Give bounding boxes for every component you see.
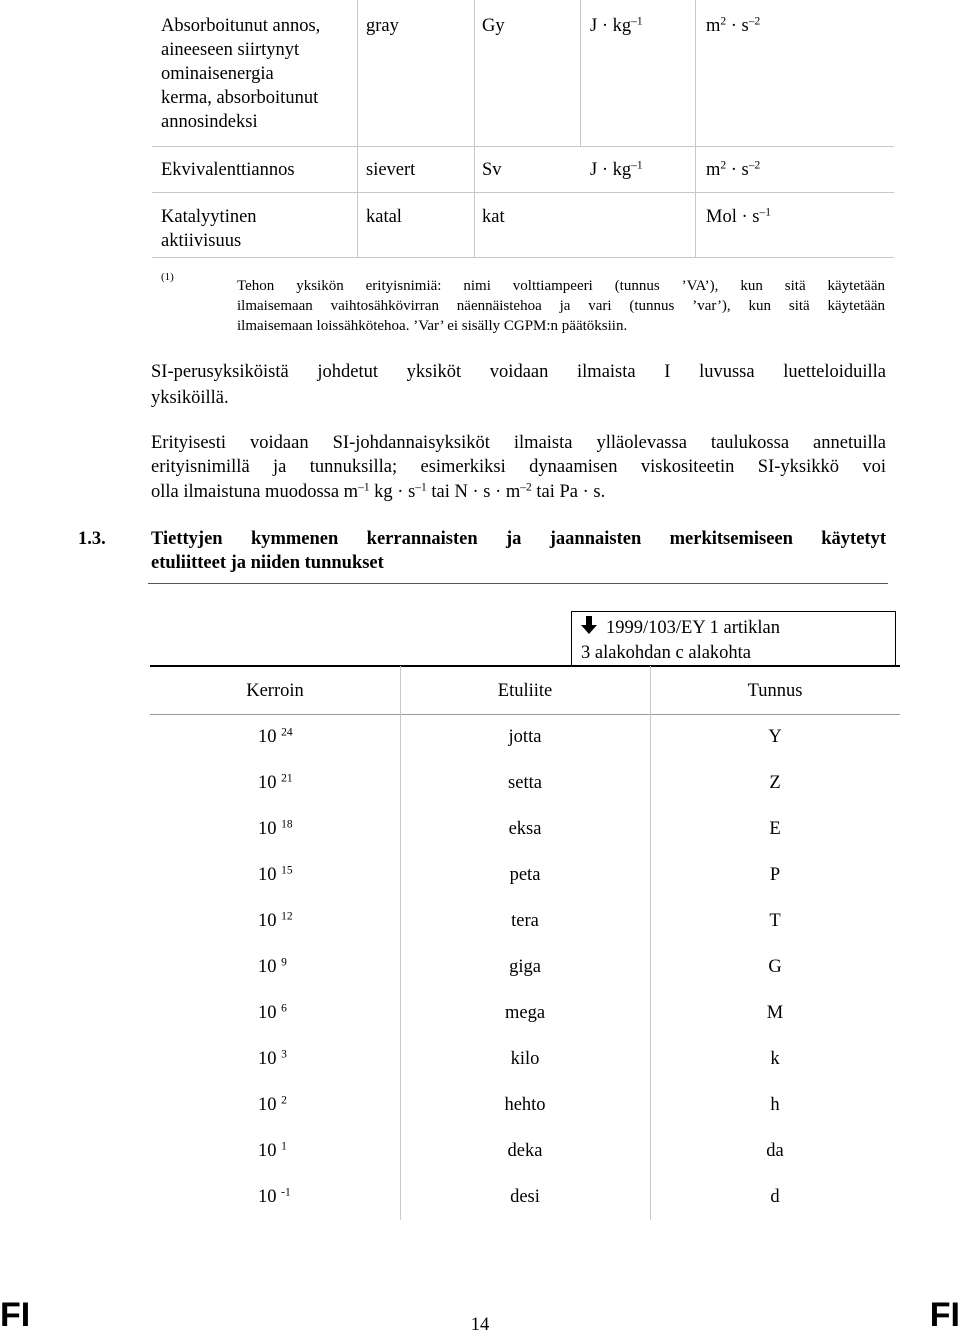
language-code-right: FI <box>929 1296 960 1334</box>
page-number: 14 <box>470 1315 490 1335</box>
quantity-line: kerma, absorboitunut <box>161 88 319 108</box>
column-divider <box>580 0 581 146</box>
amendment-reference-box <box>571 611 896 666</box>
unit-symbol: Sv <box>482 160 502 180</box>
prefix-cell: jotta <box>508 727 542 747</box>
column-divider <box>650 666 651 1220</box>
section-number: 1.3. <box>78 529 106 549</box>
column-divider <box>357 0 358 257</box>
factor-cell: 10 $^{24}$ <box>258 726 293 747</box>
unit-name: sievert <box>366 160 416 180</box>
header-symbol: Tunnus <box>747 681 803 701</box>
unit-symbol: kat <box>482 207 505 227</box>
factor-cell: 10 $^3$ <box>258 1048 287 1069</box>
symbol-cell: Y <box>768 727 782 747</box>
factor-cell: 10 $^2$ <box>258 1094 287 1115</box>
footnote-marker: (1) <box>161 271 174 283</box>
symbol-cell: G <box>768 957 782 977</box>
table-row <box>161 205 257 253</box>
row-divider <box>152 146 894 147</box>
symbol-cell: Z <box>769 773 781 793</box>
paragraph-line: Erityisesti voidaan SI-johdannaisyksiköt ilmaista ylläolevassa taulukossa annetuilla <box>151 433 886 453</box>
si-base-units: $m^2 \cdot s^{-2}$ <box>706 159 761 180</box>
language-code-left: FI <box>0 1296 31 1334</box>
symbol-cell: da <box>766 1141 784 1161</box>
quantity-line: aineeseen siirtynyt <box>161 40 300 60</box>
amendment-line: 1999/103/EY 1 artiklan <box>606 618 781 638</box>
row-divider <box>152 257 894 258</box>
arrow-down-icon <box>580 615 598 640</box>
divider <box>148 583 888 584</box>
factor-cell: 10 $^{12}$ <box>258 910 293 931</box>
row-divider <box>152 192 894 193</box>
column-divider <box>400 666 401 1220</box>
table-row <box>161 14 353 134</box>
factor-cell: 10 $^6$ <box>258 1002 287 1023</box>
column-divider <box>474 0 475 257</box>
prefix-cell: peta <box>509 865 541 885</box>
quantity-line: Katalyytinen <box>161 207 257 227</box>
quantity-line: annosindeksi <box>161 112 258 132</box>
unit-name: katal <box>366 207 402 227</box>
factor-cell: 10 $^1$ <box>258 1140 287 1161</box>
symbol-cell: T <box>769 911 781 931</box>
paragraph-line: SI-perusyksiköistä johdetut yksiköt voidaan ilmaista I luvussa luetteloiduilla <box>151 362 886 382</box>
derived-unit: $J \cdot kg^{-1}$ <box>590 159 643 180</box>
paragraph-line: yksiköillä. <box>151 388 229 408</box>
paragraph-line: erityisnimillä ja tunnuksilla; esimerkiksi dynaamisen viskositeetin SI-yksikkö voi <box>151 457 886 477</box>
si-base-units: $m^2 \cdot s^{-2}$ <box>706 15 761 36</box>
header-prefix: Etuliite <box>497 681 553 701</box>
factor-cell: 10 $^{21}$ <box>258 772 293 793</box>
quantity-line: ominaisenergia <box>161 64 274 84</box>
si-base-units: Mol · $s^{-1}$ <box>706 206 771 227</box>
quantity-line: Ekvivalenttiannos <box>161 160 295 180</box>
footnote-line: ilmaisemaan loissähkötehoa. ’Var’ ei sisälly CGPM:n päätöksiin. <box>237 318 628 334</box>
prefix-cell: tera <box>511 911 539 931</box>
section-title: etuliitteet ja niiden tunnukset <box>151 553 384 573</box>
unit-name: gray <box>366 16 399 36</box>
quantity-line: Absorboitunut annos, <box>161 16 321 36</box>
symbol-cell: E <box>769 819 781 839</box>
factor-cell: 10 $^{-1}$ <box>258 1186 291 1207</box>
symbol-cell: k <box>770 1049 780 1069</box>
factor-cell: 10 $^9$ <box>258 956 287 977</box>
factor-cell: 10 $^{15}$ <box>258 864 293 885</box>
table-row <box>161 158 295 182</box>
header-divider <box>150 714 900 715</box>
prefix-cell: hehto <box>504 1095 546 1115</box>
prefix-cell: kilo <box>510 1049 540 1069</box>
derived-unit: $J \cdot kg^{-1}$ <box>590 15 643 36</box>
column-divider <box>695 0 696 257</box>
prefix-cell: deka <box>507 1141 543 1161</box>
symbol-cell: M <box>766 1003 784 1023</box>
paragraph-line: olla ilmaistuna muodossa $m^{-1}$ kg · $s^{-1}$ tai $N \cdot s \cdot m^{-2}$ tai Pa · s. <box>151 481 606 502</box>
prefix-cell: mega <box>504 1003 546 1023</box>
footnote-line: Tehon yksikön erityisnimiä: nimi volttiampeeri (tunnus ’VA’), kun sitä käytetään <box>237 278 885 294</box>
symbol-cell: P <box>769 865 781 885</box>
prefix-cell: desi <box>510 1187 540 1207</box>
symbol-cell: h <box>770 1095 780 1115</box>
prefix-cell: eksa <box>508 819 542 839</box>
amendment-line: 3 alakohdan c alakohta <box>581 643 752 663</box>
prefix-cell: setta <box>508 773 542 793</box>
table-top-border <box>150 665 900 667</box>
quantity-line: aktiivisuus <box>161 231 242 251</box>
footnote-line: ilmaisemaan vaihtosähkövirran näennäistehoa ja vari (tunnus ’var’), kun sitä käytetään <box>237 298 885 314</box>
section-title: Tiettyjen kymmenen kerrannaisten ja jaannaisten merkitsemiseen käytetyt <box>151 529 886 549</box>
header-factor: Kerroin <box>246 681 304 701</box>
prefix-cell: giga <box>509 957 541 977</box>
unit-symbol: Gy <box>482 16 505 36</box>
symbol-cell: d <box>770 1187 780 1207</box>
factor-cell: 10 $^{18}$ <box>258 818 293 839</box>
